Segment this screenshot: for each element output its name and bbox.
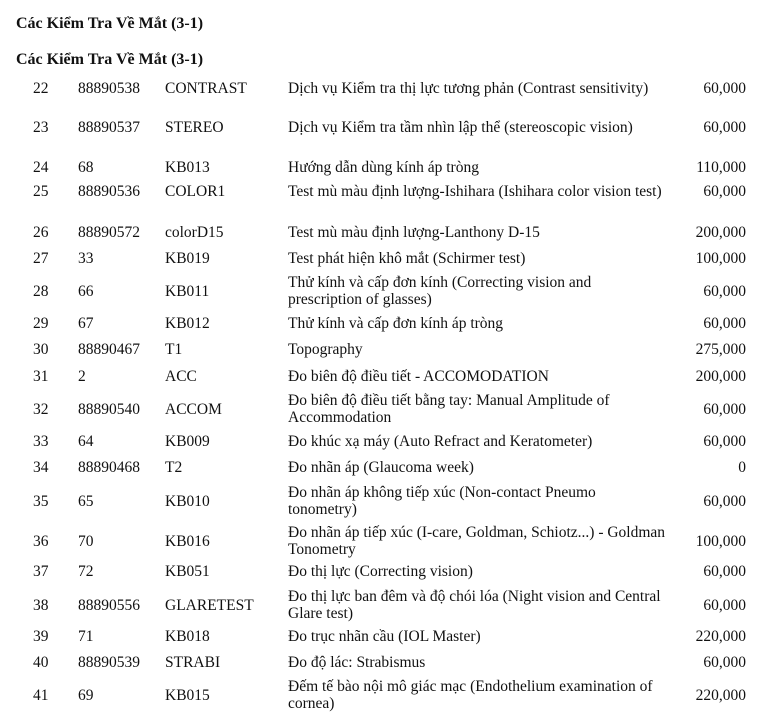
service-id: 64	[78, 433, 94, 450]
row-number: 25	[33, 183, 49, 200]
service-code: T1	[165, 341, 183, 358]
row-number: 40	[33, 654, 49, 671]
service-id: 88890540	[78, 401, 140, 418]
service-name: Đo biên độ điều tiết bằng tay: Manual Amplitude of Accommodation	[288, 392, 610, 426]
service-price: 100,000	[695, 533, 746, 550]
service-price: 60,000	[703, 183, 746, 200]
row-number: 32	[33, 401, 49, 418]
section-title: Các Kiểm Tra Về Mắt (3-1)	[16, 51, 204, 68]
service-price: 60,000	[703, 493, 746, 510]
service-id: 72	[78, 563, 94, 580]
service-name: Đo độ lác: Strabismus	[288, 654, 426, 671]
service-name: Đo nhãn áp (Glaucoma week)	[288, 459, 474, 476]
service-code: KB011	[165, 283, 210, 300]
service-code: KB051	[165, 563, 210, 580]
service-price: 60,000	[703, 119, 746, 136]
row-number: 27	[33, 250, 49, 267]
service-code: KB015	[165, 687, 210, 704]
row-number: 26	[33, 224, 49, 241]
service-name: Thử kính và cấp đơn kính áp tròng	[288, 315, 504, 332]
row-number: 39	[33, 628, 49, 645]
service-price: 60,000	[703, 654, 746, 671]
service-id: 88890467	[78, 341, 140, 358]
service-id: 33	[78, 250, 94, 267]
service-name: Test phát hiện khô mắt (Schirmer test)	[288, 250, 526, 267]
row-number: 34	[33, 459, 49, 476]
service-price: 100,000	[695, 250, 746, 267]
service-price: 60,000	[703, 401, 746, 418]
service-price: 60,000	[703, 80, 746, 97]
service-code: T2	[165, 459, 183, 476]
service-name: Đếm tế bào nội mô giác mạc (Endothelium examination of cornea)	[288, 678, 653, 712]
service-name: Đo biên độ điều tiết - ACCOMODATION	[288, 368, 549, 385]
service-name: Đo nhãn áp không tiếp xúc (Non-contact Pneumo tonometry)	[288, 484, 596, 518]
service-id: 71	[78, 628, 94, 645]
row-number: 36	[33, 533, 49, 550]
service-id: 88890539	[78, 654, 140, 671]
service-price: 60,000	[703, 597, 746, 614]
service-name: Đo thị lực (Correcting vision)	[288, 563, 473, 580]
service-id: 2	[78, 368, 86, 385]
service-name: Hướng dẫn dùng kính áp tròng	[288, 159, 479, 176]
service-code: KB016	[165, 533, 210, 550]
service-name: Test mù màu định lượng-Lanthony D-15	[288, 224, 540, 241]
row-number: 41	[33, 687, 49, 704]
service-code: KB013	[165, 159, 210, 176]
service-price: 60,000	[703, 563, 746, 580]
row-number: 24	[33, 159, 49, 176]
service-price: 220,000	[695, 687, 746, 704]
service-name: Đo trục nhãn cầu (IOL Master)	[288, 628, 481, 645]
service-price: 220,000	[695, 628, 746, 645]
service-code: KB010	[165, 493, 210, 510]
service-code: ACC	[165, 368, 197, 385]
service-id: 88890537	[78, 119, 140, 136]
service-name: Đo khúc xạ máy (Auto Refract and Keratometer)	[288, 433, 593, 450]
row-number: 37	[33, 563, 49, 580]
service-price: 60,000	[703, 315, 746, 332]
page-title: Các Kiểm Tra Về Mắt (3-1)	[16, 15, 204, 32]
service-name: Topography	[288, 341, 363, 358]
row-number: 29	[33, 315, 49, 332]
service-code: COLOR1	[165, 183, 226, 200]
row-number: 23	[33, 119, 49, 136]
row-number: 30	[33, 341, 49, 358]
service-id: 88890468	[78, 459, 140, 476]
row-number: 28	[33, 283, 49, 300]
service-id: 88890538	[78, 80, 140, 97]
service-code: STRABI	[165, 654, 221, 671]
service-price: 60,000	[703, 433, 746, 450]
service-code: GLARETEST	[165, 597, 254, 614]
service-name: Đo nhãn áp tiếp xúc (I-care, Goldman, Schiotz...) - Goldman Tonometry	[288, 524, 666, 558]
service-code: KB009	[165, 433, 210, 450]
service-code: CONTRAST	[165, 80, 247, 97]
service-id: 69	[78, 687, 94, 704]
service-price: 275,000	[695, 341, 746, 358]
row-number: 33	[33, 433, 49, 450]
service-id: 88890556	[78, 597, 140, 614]
service-name: Test mù màu định lượng-Ishihara (Ishihara color vision test)	[288, 183, 662, 200]
service-price: 60,000	[703, 283, 746, 300]
row-number: 22	[33, 80, 49, 97]
service-price: 200,000	[695, 368, 746, 385]
service-code: KB012	[165, 315, 210, 332]
service-id: 88890572	[78, 224, 140, 241]
service-id: 65	[78, 493, 94, 510]
service-id: 70	[78, 533, 94, 550]
service-id: 68	[78, 159, 94, 176]
row-number: 38	[33, 597, 49, 614]
service-name: Dịch vụ Kiểm tra tầm nhìn lập thể (stereoscopic vision)	[288, 119, 633, 136]
service-code: KB019	[165, 250, 210, 267]
row-number: 31	[33, 368, 49, 385]
service-name: Thử kính và cấp đơn kính (Correcting vision and prescription of glasses)	[288, 274, 592, 308]
service-code: colorD15	[165, 224, 224, 241]
service-code: KB018	[165, 628, 210, 645]
service-name: Đo thị lực ban đêm và độ chói lóa (Night vision and Central Glare test)	[288, 588, 661, 622]
service-price: 110,000	[696, 159, 746, 176]
service-id: 88890536	[78, 183, 140, 200]
service-code: ACCOM	[165, 401, 222, 418]
service-price: 0	[738, 459, 746, 476]
service-id: 66	[78, 283, 94, 300]
service-code: STEREO	[165, 119, 224, 136]
row-number: 35	[33, 493, 49, 510]
service-name: Dịch vụ Kiểm tra thị lực tương phản (Contrast sensitivity)	[288, 80, 649, 97]
service-id: 67	[78, 315, 94, 332]
service-price: 200,000	[695, 224, 746, 241]
